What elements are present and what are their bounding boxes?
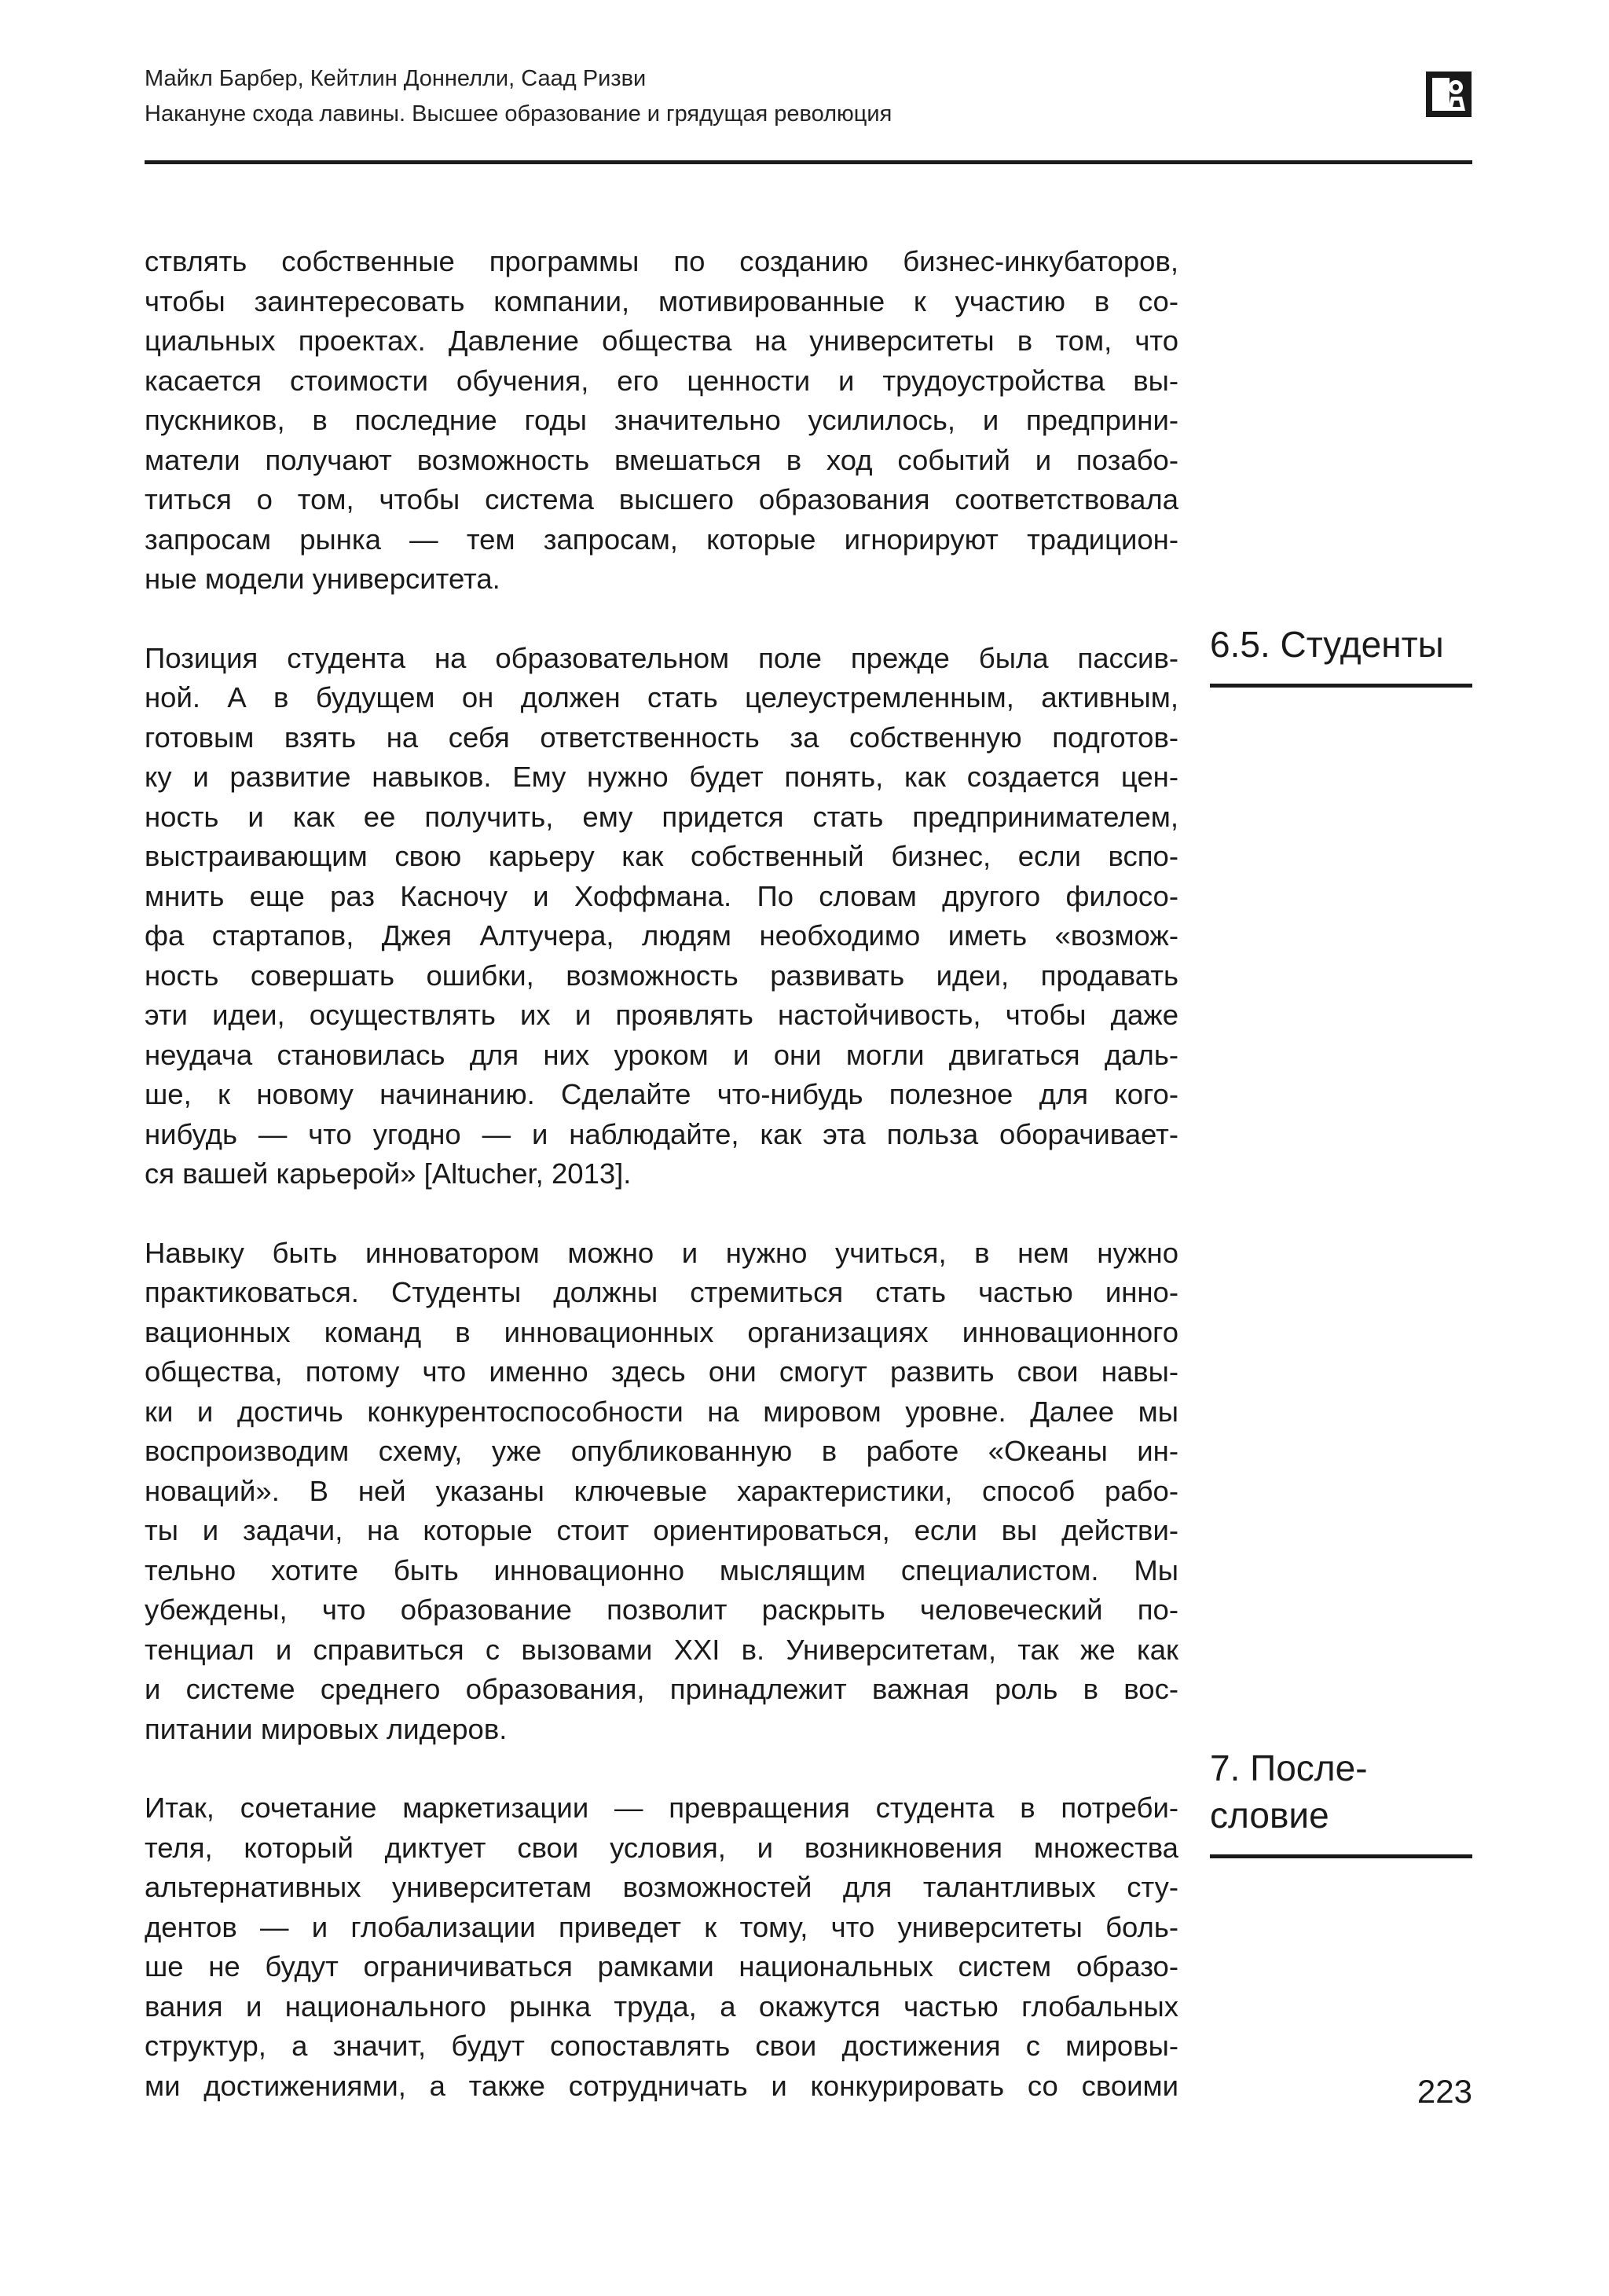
text-line: ми достижениями, а также сотрудничать и конкурировать со своими: [145, 2069, 1178, 2102]
text-line: ты и задачи, на которые стоит ориентироваться, если вы действи-: [145, 1514, 1178, 1546]
section-heading-rule: [1210, 684, 1472, 688]
text-line: общества, потому что именно здесь они смогут развить свои навы-: [145, 1355, 1178, 1388]
section-heading-afterword: [1210, 1744, 1472, 1858]
paragraph: [145, 639, 1178, 1194]
text-line: пускников, в последние годы значительно усилилось, и предприни-: [145, 404, 1178, 436]
header-divider: [145, 160, 1472, 164]
text-line: дентов — и глобализации приведет к тому, что университеты боль-: [145, 1910, 1178, 1943]
page-number: 223: [1417, 2073, 1472, 2110]
text-line: Позиция студента на образовательном поле прежде была пассив-: [145, 641, 1178, 674]
text-line: готовым взять на себя ответственность за собственную подготов-: [145, 721, 1178, 754]
text-line: касается стоимости обучения, его ценности и трудоустройства вы-: [145, 364, 1178, 397]
page-header: [145, 61, 1472, 132]
main-text: [145, 242, 1178, 2106]
text-line: вания и национального рынка труда, а окажутся частью глобальных: [145, 1990, 1178, 2023]
paragraph: [145, 242, 1178, 600]
section-heading-rule: [1210, 1854, 1472, 1858]
text-line: ку и развитие навыков. Ему нужно будет понять, как создается цен-: [145, 761, 1178, 793]
header-book-title: Накануне схода лавины. Высшее образование и грядущая революция: [145, 101, 892, 127]
text-line: Навыку быть инноватором можно и нужно учиться, в нем нужно: [145, 1236, 1178, 1269]
header-authors: Майкл Барбер, Кейтлин Доннелли, Саад Ризви: [145, 66, 647, 91]
text-line: ствлять собственные программы по созданию бизнес-инкубаторов,: [145, 245, 1178, 277]
paragraph: [145, 1234, 1178, 1750]
text-line: титься о том, чтобы система высшего образования соответствовала: [145, 483, 1178, 515]
text-line: эти идеи, осуществлять их и проявлять настойчивость, чтобы даже: [145, 999, 1178, 1031]
text-line: теля, который диктует свои условия, и возникновения множества: [145, 1831, 1178, 1864]
text-line: ной. А в будущем он должен стать целеустремленным, активным,: [145, 681, 1178, 713]
publisher-logo-icon: [1425, 71, 1472, 118]
section-heading-title: 7. После-: [1210, 1748, 1368, 1788]
text-line: выстраивающим свою карьеру как собственный бизнес, если вспо-: [145, 840, 1178, 872]
text-line: вационных команд в инновационных организациях инновационного: [145, 1315, 1178, 1348]
text-line: ность совершать ошибки, возможность развивать идеи, продавать: [145, 959, 1178, 992]
text-line: ше не будут ограничиваться рамками национальных систем образо-: [145, 1950, 1178, 1982]
text-line: ные модели университета.: [145, 563, 500, 595]
text-line: питании мировых лидеров.: [145, 1712, 508, 1745]
text-line: ся вашей карьерой» [Altucher, 2013].: [145, 1157, 632, 1190]
text-line: нибудь — что угодно — и наблюдайте, как эта польза оборачивает-: [145, 1117, 1178, 1150]
text-line: и системе среднего образования, принадлежит важная роль в вос-: [145, 1673, 1178, 1705]
text-line: альтернативных университетам возможностей для талантливых сту-: [145, 1871, 1178, 1903]
text-line: практиковаться. Студенты должны стремиться стать частью инно-: [145, 1276, 1178, 1308]
text-line: ше, к новому начинанию. Сделайте что-нибудь полезное для кого-: [145, 1078, 1178, 1110]
section-heading-title: словие: [1210, 1795, 1329, 1836]
text-line: Итак, сочетание маркетизации — превращения студента в потреби-: [145, 1792, 1178, 1824]
text-line: структур, а значит, будут сопоставлять свои достижения с мировы-: [145, 2030, 1178, 2062]
text-line: неудача становилась для них уроком и они могли двигаться даль-: [145, 1038, 1178, 1071]
text-line: чтобы заинтересовать компании, мотивированные к участию в со-: [145, 284, 1178, 317]
text-line: убеждены, что образование позволит раскрыть человеческий по-: [145, 1594, 1178, 1626]
section-heading-title: 6.5. Студенты: [1210, 624, 1444, 665]
text-line: ность и как ее получить, ему придется стать предпринимателем,: [145, 800, 1178, 833]
text-line: новаций». В ней указаны ключевые характеристики, способ рабо-: [145, 1474, 1178, 1507]
section-heading-students: [1210, 621, 1472, 688]
text-line: воспроизводим схему, уже опубликованную в работе «Океаны ин-: [145, 1435, 1178, 1467]
paragraph: [145, 1788, 1178, 2106]
text-line: циальных проектах. Давление общества на университеты в том, что: [145, 325, 1178, 357]
text-line: ки и достичь конкурентоспособности на мировом уровне. Далее мы: [145, 1395, 1178, 1428]
text-line: матели получают возможность вмешаться в ход событий и позабо-: [145, 443, 1178, 476]
text-line: фа стартапов, Джея Алтучера, людям необходимо иметь «возмож-: [145, 919, 1178, 952]
text-line: мнить еще раз Касночу и Хоффмана. По словам другого филосо-: [145, 879, 1178, 912]
text-line: запросам рынка — тем запросам, которые игнорируют традицион-: [145, 523, 1178, 556]
text-line: тенциал и справиться с вызовами XXI в. Университетам, так же как: [145, 1633, 1178, 1666]
text-line: тельно хотите быть инновационно мыслящим специалистом. Мы: [145, 1553, 1178, 1586]
